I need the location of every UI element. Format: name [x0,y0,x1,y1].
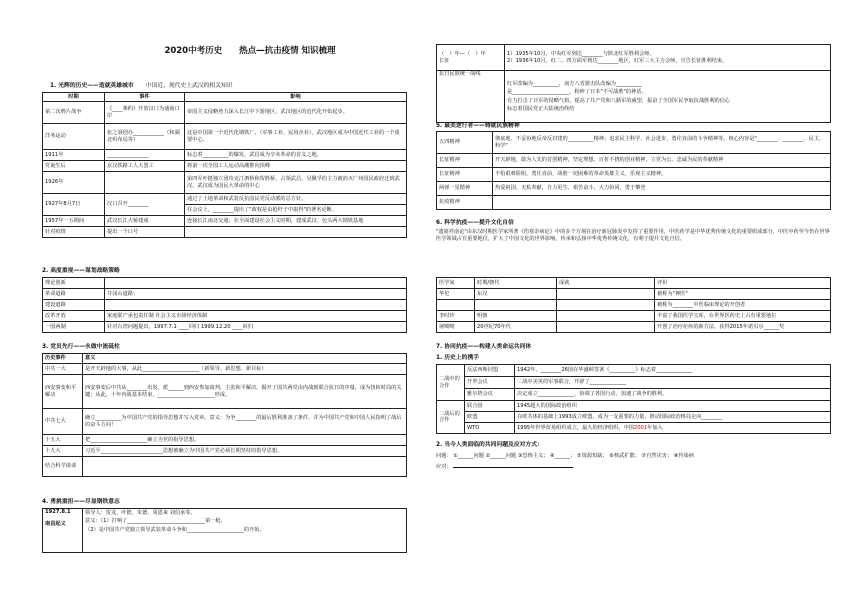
problem-item: ①______问题 [453,453,484,459]
table-cell: 这是中国第一个近代化钢铁厂，（军事工业、民用企业）。武汉地区成为中国近代工业的一个重要中心。 [185,124,407,150]
section-7-heading: 7. 协同抗疫——构建人类命运共同体 [436,344,532,350]
table-cell: 武汉长江大桥建成 [105,216,185,227]
table-cell: 结合科学谈谈 [43,457,83,477]
table-cell: 1911年 [43,150,105,161]
table-cell: 被称为"神医" [655,289,831,300]
physician-table [436,277,831,333]
table-cell: （ ）年—（ ）年 长征 [437,45,505,71]
table-cell: 彻底地、不妥协地反帝反封建的__________精神；追求民主科学、社会进步，勇往直前的斗争精神等。核心内容是"________、________、民主，科学" [493,132,831,154]
table-cell: 五四精神 [437,132,493,154]
col-header: 医学家 [437,278,475,289]
table-cell: 连接长江南北交通；在全面建设社会主义时期，建成武汉、包头两大钢铁基地 [185,216,407,227]
table-cell: 二战中的合作 [437,365,465,401]
table-cell: 十五大 [43,435,83,446]
section-5-heading: 5. 最美逆行者——铸就民族精神 [436,123,520,129]
table-cell: 1995年世界贸易组织成立，最大的经济组织，中国2001年加入 [515,423,831,434]
table-cell: 帝国主义侵略势力深入长江中下游地区，武汉地区的近代化开始起步。 [185,102,407,124]
table-cell: 1957年一五期间 [43,216,105,227]
table-cell: 标志着__________的爆发，武昌成为辛亥革命的首义之地。 [185,150,407,161]
col-header: 时期/朝代 [475,278,557,289]
table-cell: 《____条约》开放汉口为通商口岸 [105,102,185,124]
table-cell: 丰富了我国医学宝库，在世界医药史上占有重要地位 [655,311,831,322]
problem-item: ③恐怖主义； [517,453,549,459]
problems-line [436,453,830,460]
strategy-table [42,277,407,333]
table-cell: 党诞生后 [43,161,105,172]
table-cell: 开创了治疗疟疾的新方法，获得2015年诺贝尔______奖 [655,322,831,333]
table-cell: 抗疫精神 [437,196,493,210]
table-cell: 中共一大 [43,364,83,375]
response-line [436,464,830,471]
table-cell: 洋务运动 [43,124,105,150]
table-cell: 通过了土地革命和武装反抗国民党反动派的总方针。 [185,194,407,205]
col-header: 事件 [105,93,185,102]
table-cell [105,300,407,311]
table-cell: 十九大 [43,446,83,457]
page-title: 2020中考历史 热点—抗击疫情 知识梳理 [164,46,336,56]
table-cell: 1942年，________26国在华盛顿签署《__________》标志着______________ [515,365,831,377]
table-cell: 家庭联产承包责任制 社会主义市场经济体制 [105,311,407,322]
table-cell: 针对疫情 [43,227,105,238]
problem-item: ②______问题 [485,453,517,459]
table-cell: 第二次鸦片战争 [43,102,105,124]
table-cell: 西安事变和平解决 [43,375,83,409]
table-cell [557,322,655,333]
table-cell: 不怕艰难险阻，勇往直前，战胜一切困难的革命英雄主义，乐观主义精神。 [493,168,831,182]
col-header: 历史事件 [43,354,83,364]
col-header: 评价 [655,278,831,289]
table-cell: 两弹一星精神 [437,182,493,196]
table-cell: 将第一次全国工人运动高潮推向顶峰 [185,161,407,172]
table-cell: 京汉铁路工人大罢工 [105,161,185,172]
table-cell: 华佗 [437,289,475,300]
table-cell: 欧盟 [465,412,515,423]
table-cell: 是开天辟地的大事，从此______________________（新领导、新思想、新目标） [83,364,407,375]
long-march-table [436,44,831,123]
table-cell: 李时珍 [437,311,475,322]
section-6-paragraph: "遗简祥南论"由东汉时期医学家所著《伤寒杂病论》中的多个方剂在治疗新冠肺炎中发挥了重要作用，中医药学是中华优秀传统文化的重要组成部分，中医中药至今仍在世界医学领域占有重要地位，扩大了中国文化的世界影响。传承和弘扬中华优秀传统文化，有利于提升文化自信。 [436,229,830,243]
table-cell: 中共七大 [43,409,83,435]
table-cell: 革命道路 [43,289,105,300]
table-cell [437,300,475,311]
problem-item: ⑤资源短缺； [577,453,608,459]
table-cell: 二战中美英的军事联合，开辟了______________ [515,377,831,389]
table-cell: 东汉 [475,289,557,300]
table-cell: 长征精神 [437,154,493,168]
table-cell: 提出一个口号 [105,227,185,238]
table-cell: 建设道路 [43,300,105,311]
table-cell: 明朝 [475,311,557,322]
table-cell: 抗日民族统一战线 [437,71,505,123]
table-cell: 1927年8月7日 [43,194,105,216]
col-header: 意义 [83,354,407,364]
table-cell: 红军改编为__________，南方八省游击队改编为__________ 是______________________，粉碎了日本"不可战胜"的神话。 有力打击了日军的侵略气焰，提高了共产党和八路军的威望，振奋了全国军民争取抗战胜利的信心 标志着国民党正大陆统治终结 [505,71,831,123]
table-cell: ________________ [105,150,185,161]
table-cell: 把______________________确立为党的指导思想。 [83,435,407,446]
section-3-heading: 3. 党员先行——永做中流砥柱 [42,344,120,350]
table-cell: 二战后的合作 [437,401,465,434]
table-cell [475,300,557,311]
table-cell: 1945超大的国际政治组织 [515,401,831,412]
meaning-line-1: 意义：（1）打响了______________________________第一枪。 [85,518,226,525]
table-cell [185,227,407,238]
problems-label: 问题： [436,453,452,459]
table-cell: 20世纪70年代 [475,322,557,333]
table-cell [493,196,831,210]
table-cell [557,311,655,322]
table-cell: 井冈山道路； [105,289,407,300]
section-6-heading: 6. 科学抗疫——提升文化自信 [436,220,514,226]
table-cell: 针对台湾问题提出，1997.7.1 ____回归 1999.12.20 ____回归 [105,322,407,333]
response-label: 应对： [436,464,452,470]
nanchang-table [42,508,407,553]
table-cell: 在会议上，________提出了"政权是由枪杆子中取得"的著名论断。 [185,205,407,216]
col-header: 时期 [43,93,105,102]
table-cell [83,457,407,477]
table-cell: 开罗会议 [465,377,515,389]
table-cell: 被称为________中医临床理论的开创者 [655,300,831,311]
leader-line: 领导人：贺龙、叶挺、朱德、周恩来 刘伯承等。 [85,510,196,516]
response-blank [453,467,573,468]
table-cell: 雅尔塔会议 [465,389,515,401]
table-cell [557,300,655,311]
event-name: 南昌起义 [45,521,66,528]
section-7-sub2: 2. 当今人类面临的共同问题及应对方式： [436,442,543,448]
table-cell: WTO [465,423,515,434]
table-cell: 西安事变后中共从________出发，派______到西安参加谈判，主张和平解决。揭开了国共两党由内战到联合抗日的序幕，成为扭转时局的关键；从此，十年内战基本结束，______________________形成。 [83,375,407,409]
highlight-year: 2001 [633,424,648,431]
section-1-heading: 1. 光辉的历史——造就英雄城市 中国近、现代史上武汉的相关知识 [50,83,233,89]
table-cell [105,278,407,289]
col-header: 影响 [185,93,407,102]
section-4-heading: 4. 勇挑重担——尽显钢铁意志 [42,499,120,505]
problem-item: ⑥核武扩散； [609,453,640,459]
table-cell: 反法西斯同盟 [465,365,515,377]
table-cell: 屠呦呦 [437,322,475,333]
table-cell: 1）1935年10月，中央红军到达________与陕北红军胜利会师。 2）1936年10月，红二、四方面军到达________地区，红军三大主力会师，宣告长征胜利结束。 [505,45,831,71]
problem-item: ⑧传染病 [673,453,695,459]
table-cell: 开天辟地、敢为人先的首创精神，坚定理想、百折不挠的创业精神，立党为公、忠诚为民的奉献精神 [493,154,831,168]
table-cell [105,172,185,194]
event-date: 1927.8.1 [45,509,71,515]
party-events-table [42,353,407,477]
table-cell: 改革开放 [43,311,105,322]
table-cell: 在欧共体的基础上1993成立欧盟，成为一支重要的力量，推动国际政治格局走向________ [515,412,831,423]
table-cell: 一国两制 [43,322,105,333]
table-cell: 理论创新 [43,278,105,289]
table-cell [557,289,655,300]
wuhan-history-table [42,92,407,238]
table-cell: 1926年 [43,172,105,194]
table-cell: 长征精神 [437,168,493,182]
table-cell: 汉口召开________ [105,194,185,216]
table-cell: 热爱祖国、无私奉献，自力更生、艰苦奋斗，大力协同，勇于攀登 [493,182,831,196]
cooperation-table [436,364,831,434]
spirit-table [436,131,831,210]
col-header: 成就 [557,278,655,289]
table-cell: 张之洞创办____________（和湖北织布局等） [105,124,185,150]
table-cell: 确立__________为中国共产党的指导思想并写入党章。意义：为争________的最后胜利准备了条件，并为中国共产党和中国人民指明了战后的奋斗方向！ [83,409,407,435]
problem-item: ④______； [549,453,576,459]
section-2-heading: 2. 高度重视——谋划战略策略 [42,268,120,274]
section-7-sub1: 1. 历史上的携手 [436,355,480,361]
table-cell: 第四军叶挺独立团攻克汀泗桥和贺胜桥，占领武昌，吴佩孚的主力被消灭广州国民政府迁到武汉。武汉成为国民大革命的中心 [185,172,407,194]
table-cell: 习近平________________________思想被确立为中国共产党必须长期坚持的指导思想。 [83,446,407,457]
table-cell: 决定成立______________，协调了各国行动，加速了战争的胜利。 [515,389,831,401]
table-cell: 联合国 [465,401,515,412]
meaning-line-2: （2）是中国共产党独立领导武装革命斗争和______________________的开始。 [85,526,265,533]
problem-item: ⑦自然灾害； [641,453,673,459]
